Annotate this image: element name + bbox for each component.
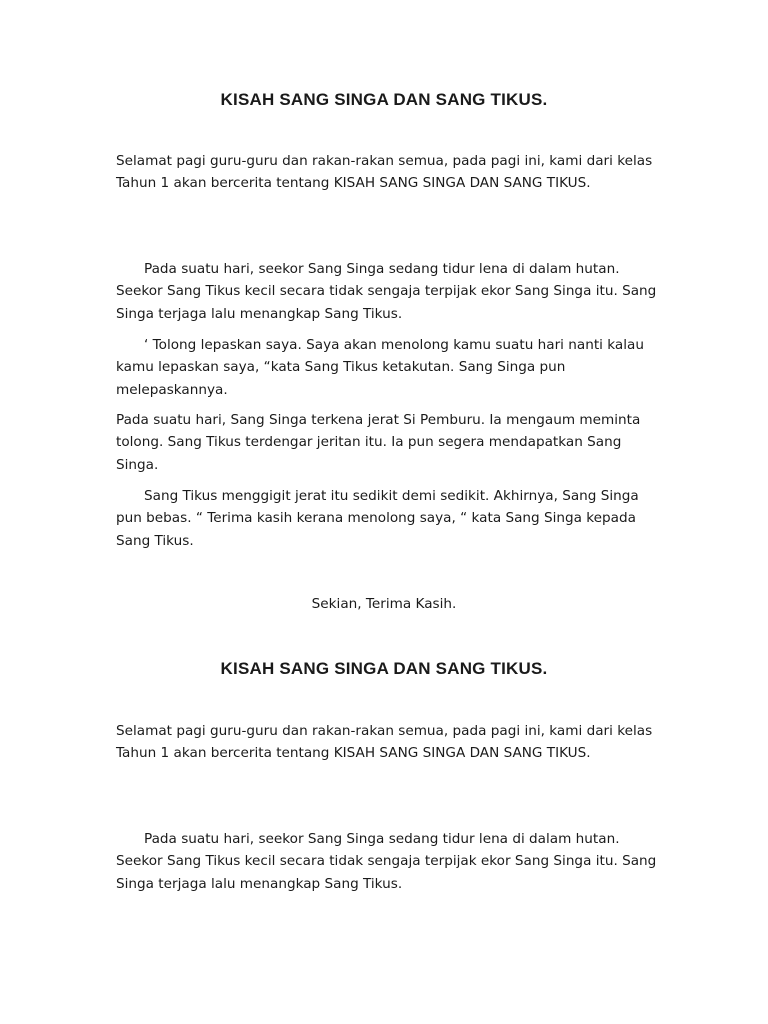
closing-line: Sekian, Terima Kasih.	[311, 596, 457, 612]
story-paragraph-4: Sang Tikus menggigit jerat itu sedikit demi sedikit. Akhirnya, Sang Singa pun bebas. “ Terima kasih kerana menolong saya, “ kata Sang Singa kepada Sang Tikus.	[116, 488, 639, 549]
story-paragraph-1: Pada suatu hari, seekor Sang Singa sedang tidur lena di dalam hutan. Seekor Sang Tikus kecil secara tidak sengaja terpijak ekor Sang Singa itu. Sang Singa terjaga lalu menangkap Sang Tikus.	[116, 261, 657, 322]
story-title: KISAH SANG SINGA DAN SANG TIKUS.	[220, 90, 548, 109]
story-paragraph-2: ‘ Tolong lepaskan saya. Saya akan menolong kamu suatu hari nanti kalau kamu lepaskan saya, “kata Sang Tikus ketakutan. Sang Singa pun melepaskannya.	[116, 337, 644, 398]
intro-paragraph-repeat: Selamat pagi guru-guru dan rakan-rakan semua, pada pagi ini, kami dari kelas Tahun 1 akan bercerita tentang KISAH SANG SINGA DAN SANG TIKUS.	[116, 723, 653, 762]
story-title-repeat: KISAH SANG SINGA DAN SANG TIKUS.	[220, 659, 548, 678]
story-paragraph-3: Pada suatu hari, Sang Singa terkena jerat Si Pemburu. Ia mengaum meminta tolong. Sang Tikus terdengar jeritan itu. Ia pun segera mendapatkan Sang Singa.	[116, 412, 641, 473]
intro-paragraph: Selamat pagi guru-guru dan rakan-rakan semua, pada pagi ini, kami dari kelas Tahun 1 akan bercerita tentang KISAH SANG SINGA DAN SANG TIKUS.	[116, 153, 653, 192]
story-paragraph-1-repeat: Pada suatu hari, seekor Sang Singa sedang tidur lena di dalam hutan. Seekor Sang Tikus kecil secara tidak sengaja terpijak ekor Sang Singa itu. Sang Singa terjaga lalu menangkap Sang Tikus.	[116, 831, 657, 892]
